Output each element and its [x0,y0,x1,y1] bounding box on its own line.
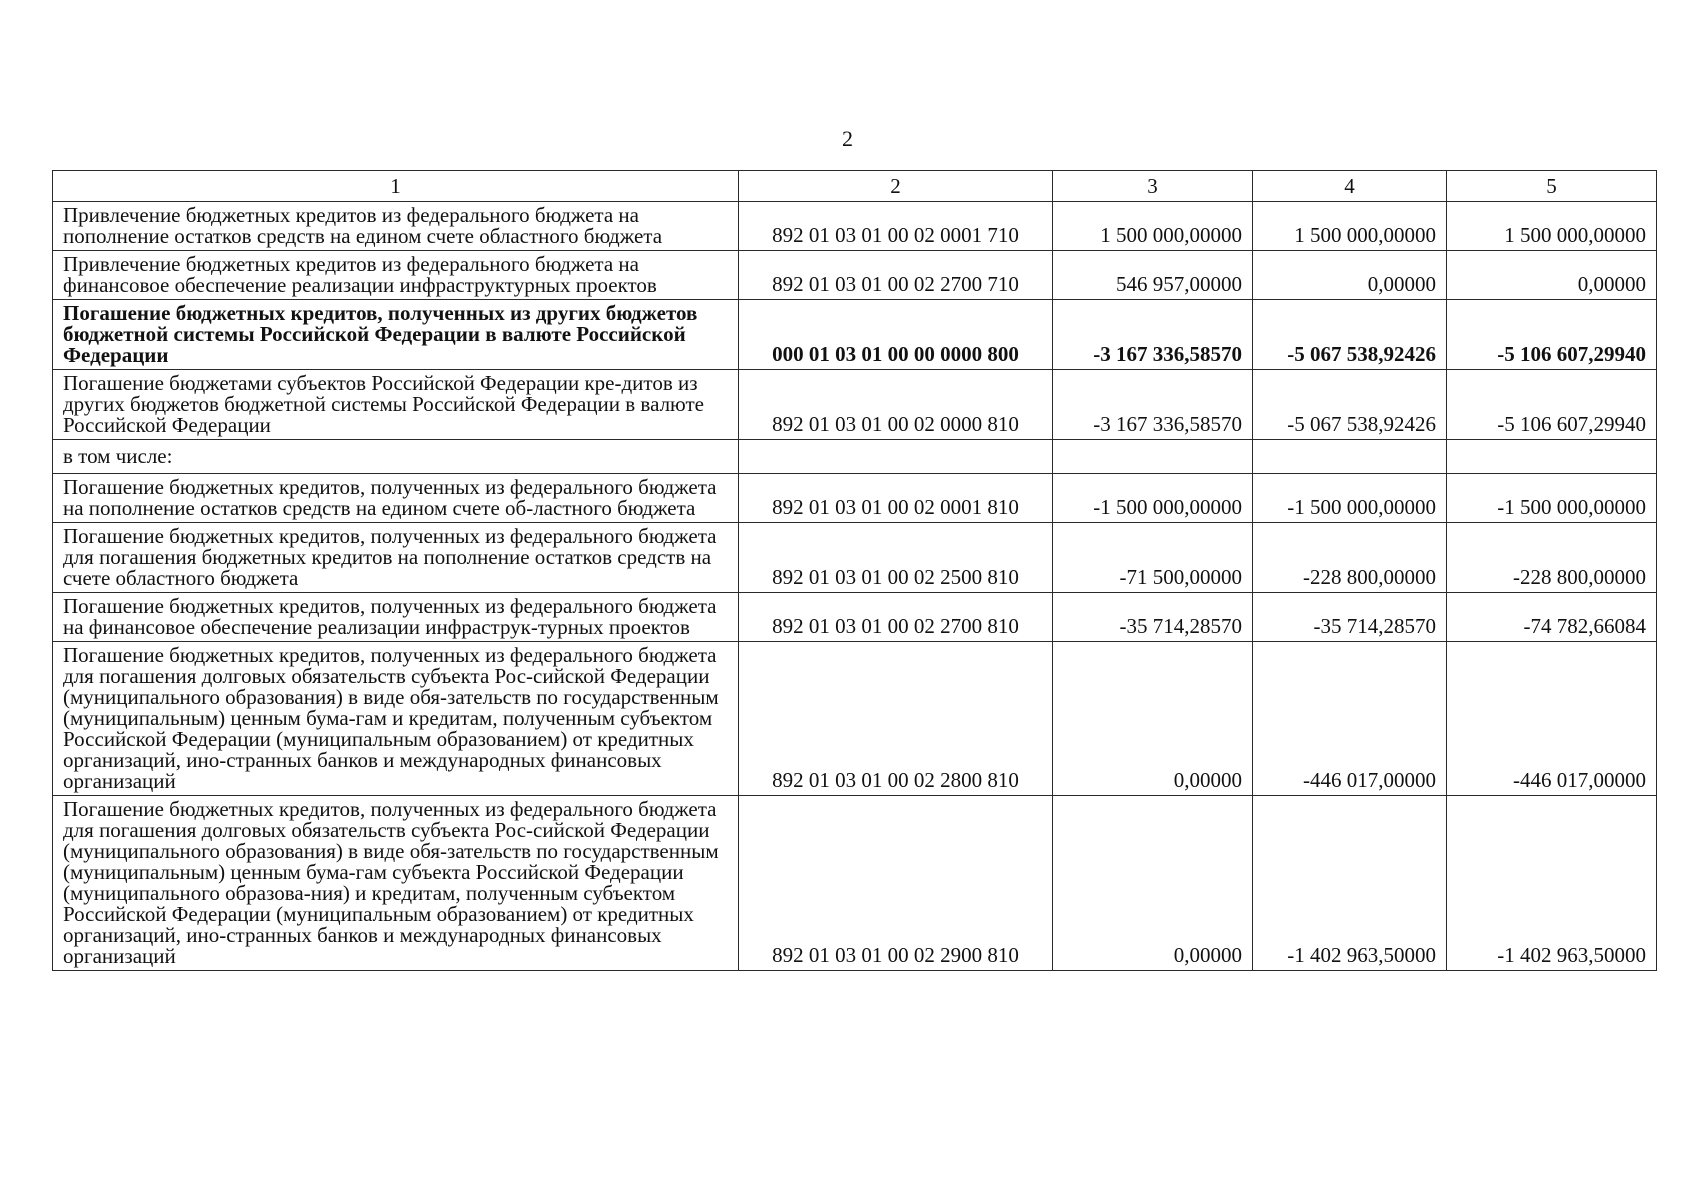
row-value-5-cell [1447,440,1657,474]
row-value-3-cell: -3 167 336,58570 [1053,300,1253,370]
row-name-cell: в том числе: [53,440,739,474]
row-value-4-cell: -5 067 538,92426 [1253,370,1447,440]
column-header-3: 3 [1053,171,1253,202]
column-header-5: 5 [1447,171,1657,202]
row-code-cell: 892 01 03 01 00 02 2900 810 [739,796,1053,971]
table-row [53,642,1657,796]
row-value-5-cell: -1 500 000,00000 [1447,474,1657,523]
row-value-5-cell: -5 106 607,29940 [1447,300,1657,370]
row-code-cell: 892 01 03 01 00 02 0001 810 [739,474,1053,523]
table-row [53,796,1657,971]
budget-table [52,170,1657,971]
row-value-4-cell [1253,440,1447,474]
row-value-5-cell: -5 106 607,29940 [1447,370,1657,440]
row-value-3-cell: 0,00000 [1053,642,1253,796]
row-value-4-cell: -228 800,00000 [1253,523,1447,593]
row-name-cell: Погашение бюджетных кредитов, полученных из других бюджетов бюджетной системы Российской Федерации в валюте Российской Федерации [53,300,739,370]
row-value-4-cell: -5 067 538,92426 [1253,300,1447,370]
row-name-cell: Погашение бюджетных кредитов, полученных из федерального бюджета на финансовое обеспечение реализации инфраструк-турных проектов [53,593,739,642]
column-header-2: 2 [739,171,1053,202]
row-name-cell: Привлечение бюджетных кредитов из федерального бюджета на пополнение остатков средств на едином счете областного бюджета [53,202,739,251]
row-value-5-cell: 0,00000 [1447,251,1657,300]
row-code-cell: 892 01 03 01 00 02 2700 810 [739,593,1053,642]
row-name-cell: Погашение бюджетных кредитов, полученных из федерального бюджета для погашения долговых обязательств субъекта Рос-сийской Федерации (муниципального образования) в виде обя-зательств по государственным (муниципальным) ценным бума-гам субъекта Российской Федерации (муниципального образова-ния) и кредитам, полученным субъектом Российской Федерации (муниципальным образованием) от кредитных организаций, ино-странных банков и международных финансовых организаций [53,796,739,971]
row-value-4-cell: 0,00000 [1253,251,1447,300]
table-row [53,593,1657,642]
row-value-3-cell [1053,440,1253,474]
row-value-5-cell: -228 800,00000 [1447,523,1657,593]
row-value-3-cell: 1 500 000,00000 [1053,202,1253,251]
row-code-cell: 892 01 03 01 00 02 2500 810 [739,523,1053,593]
table-header-row [53,171,1657,202]
table-row [53,440,1657,474]
table-row [53,300,1657,370]
row-value-3-cell: 0,00000 [1053,796,1253,971]
row-name-cell: Погашение бюджетами субъектов Российской Федерации кре-дитов из других бюджетов бюджетной системы Российской Федерации в валюте Российской Федерации [53,370,739,440]
row-code-cell: 000 01 03 01 00 00 0000 800 [739,300,1053,370]
row-value-4-cell: -1 500 000,00000 [1253,474,1447,523]
page-number: 2 [842,126,853,151]
row-name-cell: Погашение бюджетных кредитов, полученных из федерального бюджета для погашения бюджетных кредитов на пополнение остатков средств на счете областного бюджета [53,523,739,593]
row-name-cell: Погашение бюджетных кредитов, полученных из федерального бюджета для погашения долговых обязательств субъекта Рос-сийской Федерации (муниципального образования) в виде обя-зательств по государственным (муниципальным) ценным бума-гам и кредитам, полученным субъектом Российской Федерации (муниципальным образованием) от кредитных организаций, ино-странных банков и международных финансовых организаций [53,642,739,796]
row-code-cell: 892 01 03 01 00 02 0001 710 [739,202,1053,251]
row-value-3-cell: -1 500 000,00000 [1053,474,1253,523]
row-value-5-cell: -1 402 963,50000 [1447,796,1657,971]
table-row [53,251,1657,300]
row-value-5-cell: -74 782,66084 [1447,593,1657,642]
row-value-3-cell: -3 167 336,58570 [1053,370,1253,440]
row-code-cell [739,440,1053,474]
column-header-4: 4 [1253,171,1447,202]
row-value-3-cell: -35 714,28570 [1053,593,1253,642]
row-value-4-cell: -446 017,00000 [1253,642,1447,796]
row-value-4-cell: -35 714,28570 [1253,593,1447,642]
table-row [53,202,1657,251]
table-row [53,474,1657,523]
row-name-cell: Погашение бюджетных кредитов, полученных из федерального бюджета на пополнение остатков средств на едином счете об-ластного бюджета [53,474,739,523]
row-value-3-cell: 546 957,00000 [1053,251,1253,300]
row-code-cell: 892 01 03 01 00 02 0000 810 [739,370,1053,440]
row-code-cell: 892 01 03 01 00 02 2700 710 [739,251,1053,300]
table-row [53,523,1657,593]
row-value-4-cell: -1 402 963,50000 [1253,796,1447,971]
column-header-1: 1 [53,171,739,202]
row-name-cell: Привлечение бюджетных кредитов из федерального бюджета на финансовое обеспечение реализации инфраструктурных проектов [53,251,739,300]
row-value-4-cell: 1 500 000,00000 [1253,202,1447,251]
table-row [53,370,1657,440]
row-code-cell: 892 01 03 01 00 02 2800 810 [739,642,1053,796]
row-value-3-cell: -71 500,00000 [1053,523,1253,593]
row-value-5-cell: -446 017,00000 [1447,642,1657,796]
row-value-5-cell: 1 500 000,00000 [1447,202,1657,251]
